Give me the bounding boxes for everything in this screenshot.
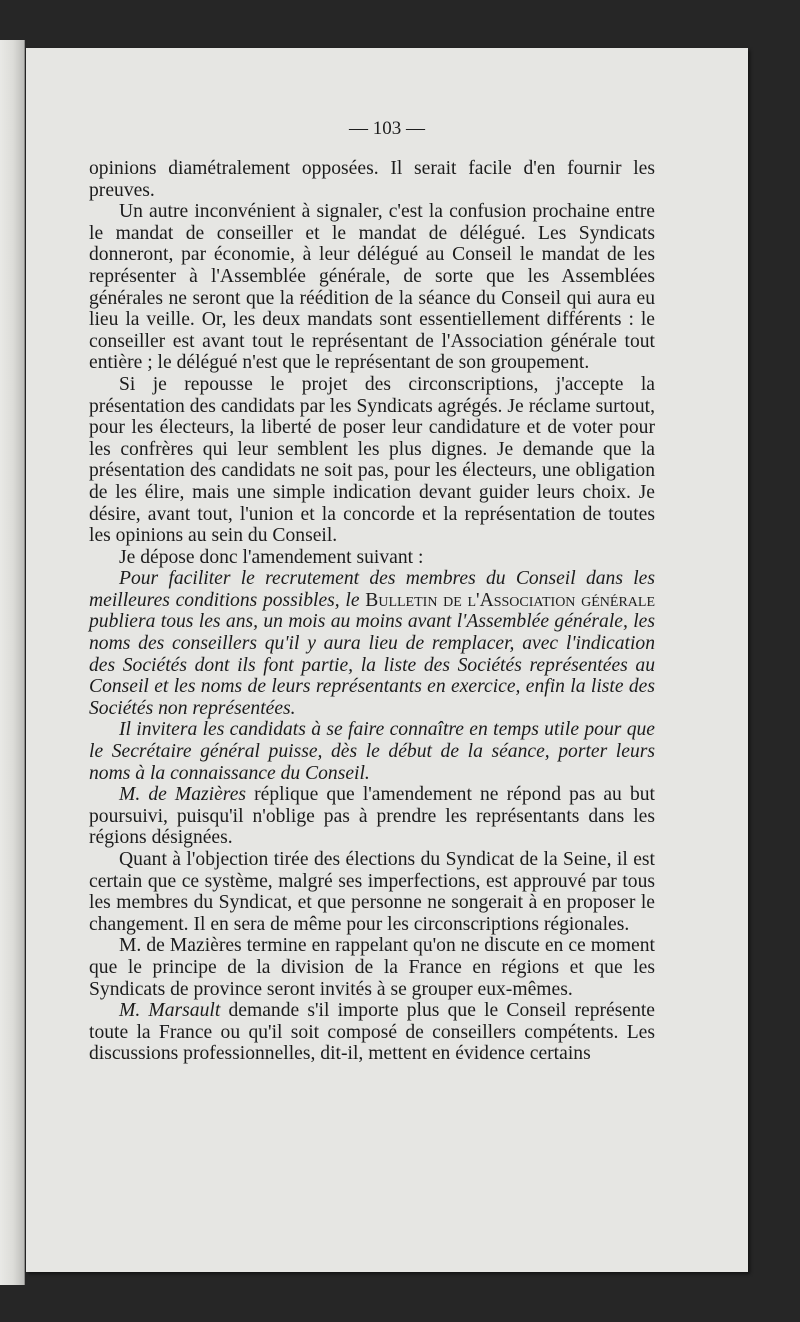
- previous-page-edge: [0, 40, 25, 1285]
- paragraph-4: Je dépose donc l'amendement suivant :: [119, 546, 424, 568]
- amendment-paragraph-2: Il invitera les candidats à se faire connaître en temps utile pour que le Secrétaire général puisse, dès le début de la séance, porter leurs noms à la connaissance du Conseil.: [89, 719, 655, 784]
- bulletin-title: Bulletin de l'Association générale: [365, 589, 655, 611]
- amendment-paragraph-1: [89, 568, 655, 719]
- paragraph-8-text: demande s'il importe plus que le Conseil représente toute la France ou qu'il soit composé de conseillers compétents. Les discussions professionnelles, dit-il, mettent en évidence certains: [89, 1000, 655, 1065]
- paragraph-3: Si je repousse le projet des circonscriptions, j'accepte la présentation des candidats par les Syndicats agrégés. Je réclame surtout, pour les électeurs, la liberté de poser leur candidature et de voter pour les confrères qui leur semblent les plus dignes. Je demande que la présentation des candidats ne soit pas, pour les électeurs, une obligation de les élire, mais une simple indication devant guider leurs choix. Je désire, avant tout, l'union et la concorde et la représentation de toutes les opinions au sein du Conseil.: [89, 373, 655, 547]
- speaker-name-mazieres: M. de Mazières: [119, 784, 247, 806]
- page-number: — 103 —: [349, 118, 425, 139]
- page-body: [89, 158, 655, 1065]
- amendment-1-start: Pour faciliter le recrutement des membres du Conseil dans les meilleures conditions possibles, le: [89, 568, 655, 611]
- paragraph-8: [89, 1000, 655, 1065]
- paragraph-7: M. de Mazières termine en rappelant qu'on ne discute en ce moment que le principe de la division de la France en régions et que les Syndicats de province seront invités à se grouper eux-mêmes.: [89, 935, 655, 1000]
- book-page: [26, 48, 748, 1272]
- paragraph-5: [89, 784, 655, 849]
- paragraph-6: Quant à l'objection tirée des élections du Syndicat de la Seine, il est certain que ce système, malgré ses imperfections, est approuvé par tous les membres du Syndicat, et que personne ne songerait à en proposer le changement. Il en sera de même pour les circonscriptions régionales.: [89, 849, 655, 935]
- paragraph-2: Un autre inconvénient à signaler, c'est la confusion prochaine entre le mandat de conseiller et le mandat de délégué. Les Syndicats donneront, par économie, à leur délégué au Conseil le mandat de les représenter à l'Assemblée générale, de sorte que les Assemblées générales ne seront que la réédition de la séance du Conseil qui aura eu lieu la veille. Or, les deux mandats sont essentiellement différents : le conseiller est avant tout le représentant de l'Association générale tout entière ; le délégué n'est que le représentant de son groupement.: [89, 201, 655, 374]
- amendment-1-end: publiera tous les ans, un mois au moins avant l'Assemblée générale, les noms des conseillers qu'il y aura lieu de remplacer, avec l'indication des Sociétés dont ils font partie, la liste des Sociétés représentées au Conseil et les noms de leurs représentants en exercice, enfin la liste des Sociétés non représentées.: [89, 611, 655, 719]
- speaker-name-marsault: M. Marsault: [119, 1000, 221, 1022]
- paragraph-1: opinions diamétralement opposées. Il serait facile d'en fournir les preuves.: [89, 158, 655, 201]
- paragraph-5-text: réplique que l'amendement ne répond pas au but poursuivi, puisqu'il n'oblige pas à prendre les représentants dans les régions désignées.: [89, 784, 655, 849]
